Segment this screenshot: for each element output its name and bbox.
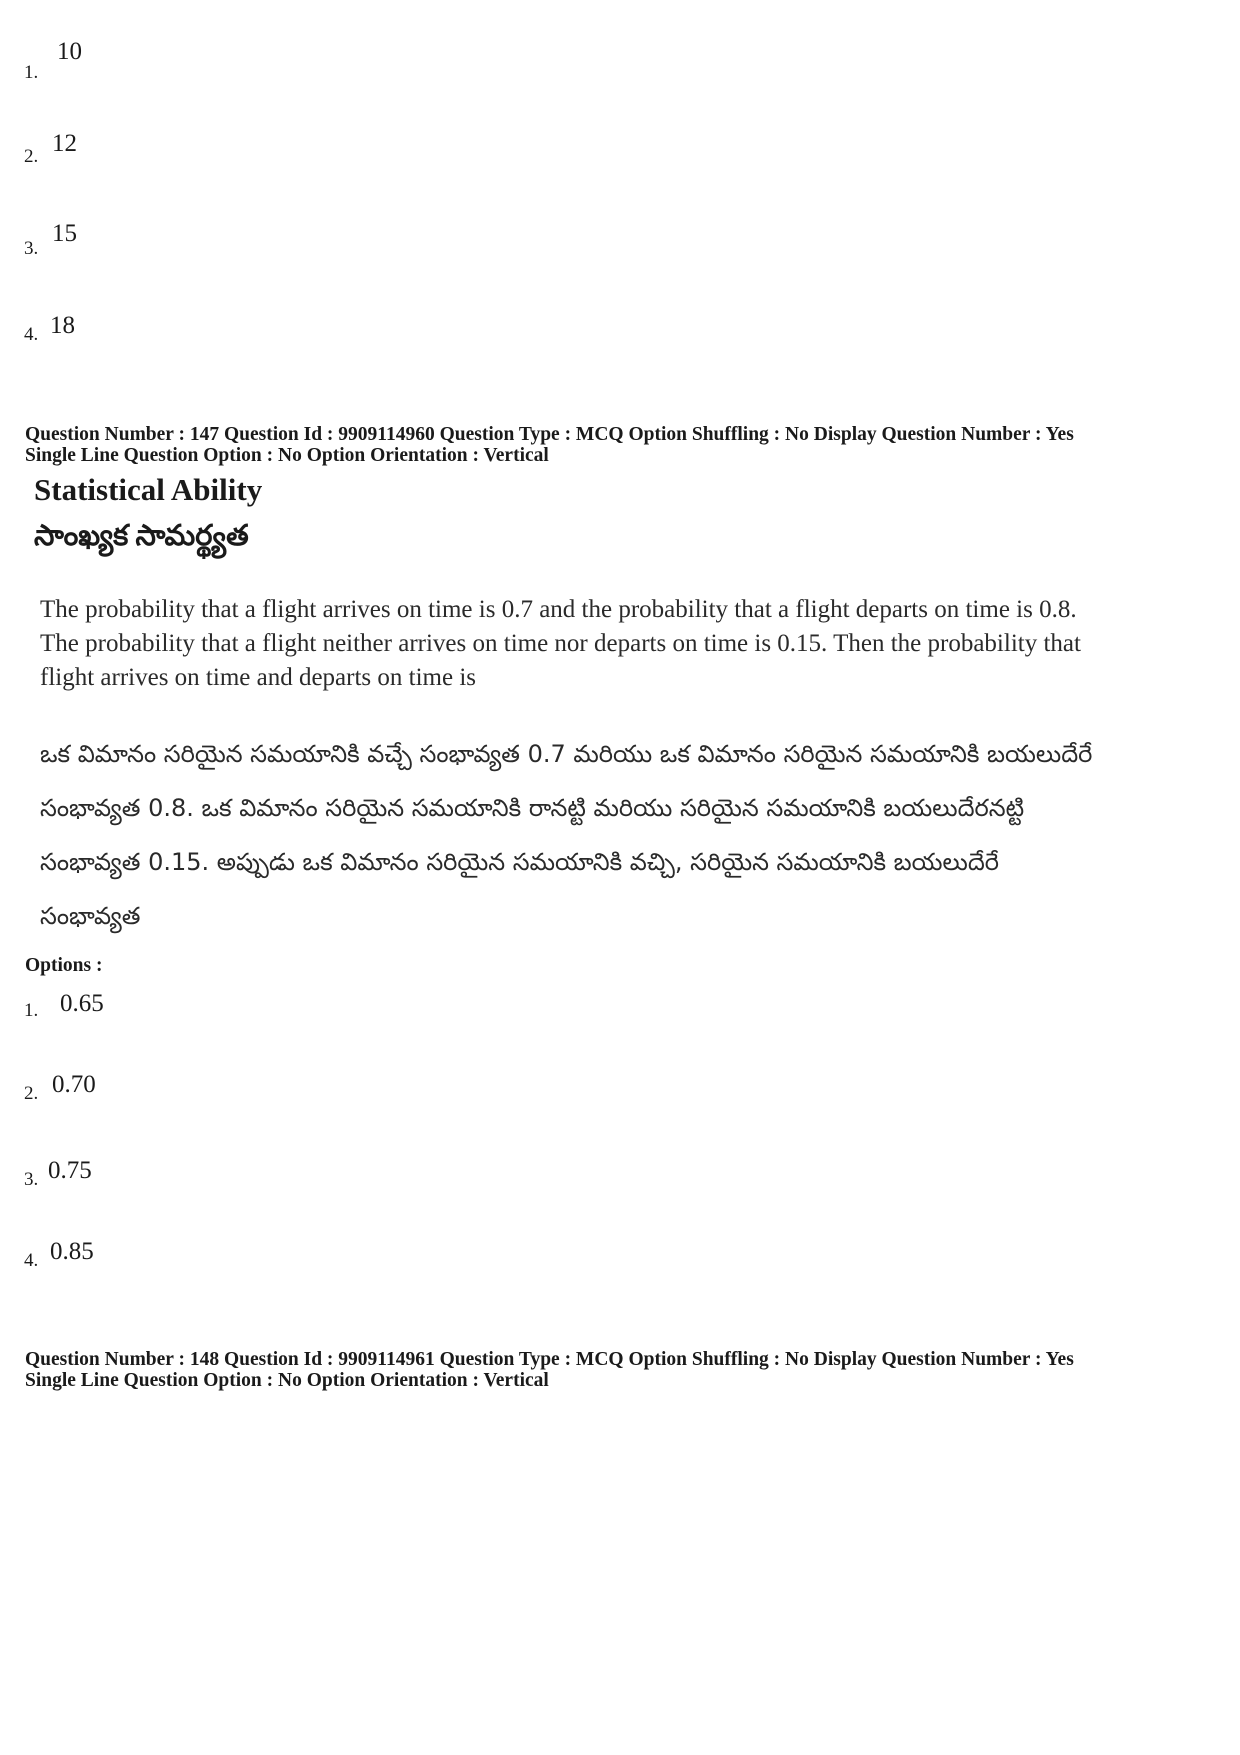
- question-meta: [25, 424, 1074, 466]
- option-value: 10: [57, 38, 82, 65]
- option-number: 2.: [24, 1083, 39, 1104]
- question-meta: [25, 1349, 1074, 1391]
- question-text-telugu: ఒక విమానం సరియైన సమయానికి వచ్చే సంభావ్యత 0.7 మరియు ఒక విమానం సరియైన సమయానికి బయలుదేరే సంభావ్యత 0.8. ఒక విమానం సరియైన సమయానికి రానట్టి మరియు సరియైన సమయానికి బయలుదేరనట్టి సంభావ్యత 0.15. అప్పుడు ఒక విమానం సరియైన సమయానికి వచ్చి, సరియైన సమయానికి బయలుదేరే సంభావ్యత: [40, 740, 1093, 930]
- question-meta-line2: Single Line Question Option : No Option Orientation : Vertical: [25, 445, 549, 466]
- question-meta-line2: Single Line Question Option : No Option Orientation : Vertical: [25, 1370, 549, 1391]
- options-label: Options :: [25, 955, 103, 976]
- option-value: 15: [52, 220, 77, 247]
- question-section-title-telugu: సాంఖ్యక సామర్థ్యత: [34, 520, 249, 552]
- option-number: 4.: [24, 324, 39, 345]
- option-number: 4.: [24, 1250, 39, 1271]
- option-value: 18: [50, 312, 75, 339]
- option-value: 0.70: [52, 1071, 96, 1098]
- question-meta-line1: Question Number : 148 Question Id : 9909114961 Question Type : MCQ Option Shuffling : No Display Question Number : Yes: [25, 1349, 1074, 1370]
- option-number: 1.: [24, 1000, 39, 1021]
- option-value: 12: [52, 130, 77, 157]
- option-number: 2.: [24, 146, 39, 167]
- question-text-english: The probability that a flight arrives on time is 0.7 and the probability that a flight departs on time is 0.8. The probability that a flight neither arrives on time nor departs on time is 0.15. Then the probability that flight arrives on time and departs on time is: [40, 596, 1081, 691]
- option-number: 1.: [24, 62, 39, 83]
- option-value: 0.85: [50, 1238, 94, 1265]
- question-section-title: Statistical Ability: [34, 472, 263, 507]
- option-value: 0.65: [60, 990, 104, 1017]
- question-meta-line1: Question Number : 147 Question Id : 9909114960 Question Type : MCQ Option Shuffling : No Display Question Number : Yes: [25, 424, 1074, 445]
- option-number: 3.: [24, 238, 39, 259]
- option-number: 3.: [24, 1169, 39, 1190]
- option-value: 0.75: [48, 1157, 92, 1184]
